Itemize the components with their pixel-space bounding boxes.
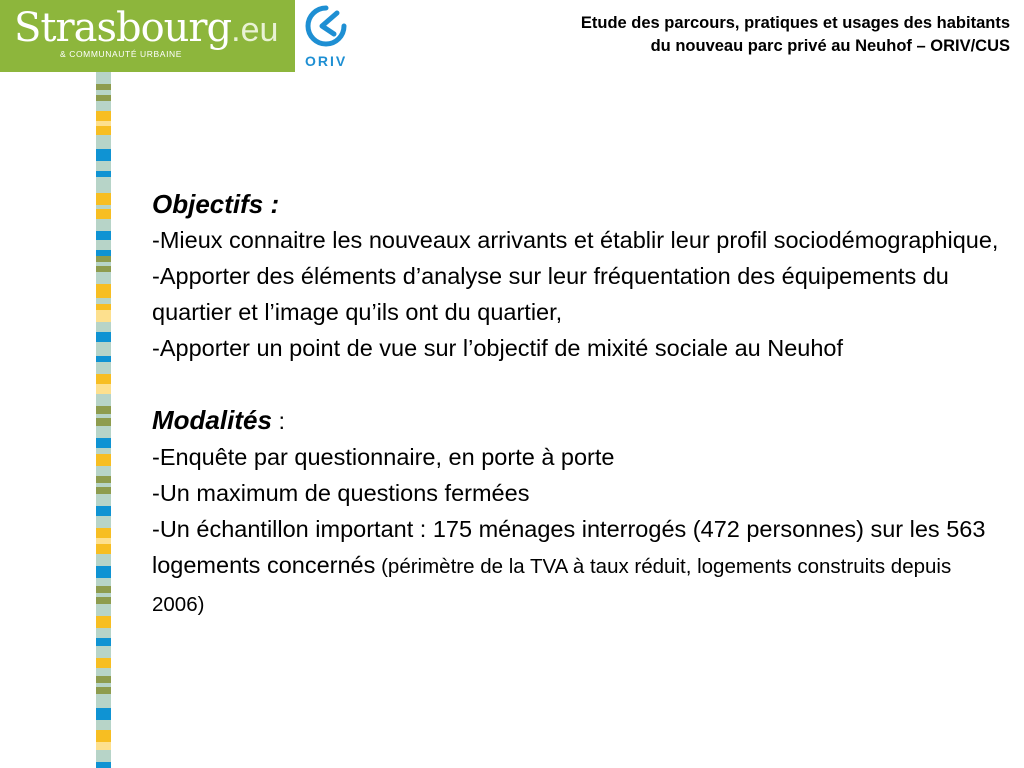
header-line-1: Etude des parcours, pratiques et usages des habitants <box>580 14 1010 32</box>
color-strip-segment <box>96 476 111 483</box>
oriv-arrow-icon <box>304 4 348 48</box>
color-strip-segment <box>96 332 111 342</box>
objectifs-item: -Mieux connaitre les nouveaux arrivants et établir leur profil sociodémographique, <box>152 227 999 253</box>
color-strip-segment <box>96 554 111 566</box>
color-strip-segment <box>96 528 111 538</box>
color-strip-segment <box>96 762 111 768</box>
color-strip-segment <box>96 586 111 593</box>
color-strip-segment <box>96 506 111 516</box>
slide-header <box>390 12 1010 58</box>
color-strip-segment <box>96 240 111 250</box>
modalites-item-note: (périmètre de la TVA à taux réduit, logements construits depuis 2006) <box>152 555 952 616</box>
color-strip-segment <box>96 638 111 646</box>
color-strip-segment <box>96 658 111 668</box>
color-strip-segment <box>96 149 111 161</box>
strasbourg-logo-wordmark <box>14 4 278 54</box>
modalites-item: -Un maximum de questions fermées <box>152 480 530 506</box>
color-strip-segment <box>96 494 111 506</box>
color-strip-segment <box>96 72 111 84</box>
modalites-heading: Modalités <box>152 405 272 435</box>
slide-content <box>152 186 1002 623</box>
color-strip-segment <box>96 676 111 683</box>
modalites-item: -Enquête par questionnaire, en porte à porte <box>152 444 615 470</box>
color-strip-segment <box>96 342 111 356</box>
color-strip-segment <box>96 628 111 638</box>
oriv-logo <box>300 0 360 78</box>
strasbourg-logo <box>0 0 295 72</box>
color-strip-segment <box>96 750 111 762</box>
color-strip-segment <box>96 406 111 414</box>
color-strip-segment <box>96 384 111 394</box>
objectifs-heading: Objectifs : <box>152 189 280 219</box>
color-strip-segment <box>96 231 111 240</box>
color-strip-segment <box>96 209 111 219</box>
color-strip-segment <box>96 487 111 494</box>
color-strip-segment <box>96 426 111 438</box>
color-strip-segment <box>96 284 111 298</box>
color-strip-segment <box>96 111 111 121</box>
color-strip-segment <box>96 694 111 708</box>
objectifs-item: -Apporter un point de vue sur l’objectif de mixité sociale au Neuhof <box>152 335 844 361</box>
color-strip-segment <box>96 362 111 374</box>
color-strip-segment <box>96 177 111 193</box>
modalites-item-last <box>152 511 1002 623</box>
color-strip-segment <box>96 135 111 149</box>
modalites-item-main: -Un échantillon important : 175 ménages interrogés (472 personnes) sur les 563 logements concernés <box>152 516 986 578</box>
color-strip-segment <box>96 394 111 406</box>
color-strip-segment <box>96 730 111 742</box>
modalites-heading-colon: : <box>271 408 285 434</box>
color-strip-segment <box>96 193 111 205</box>
oriv-logo-text: ORIV <box>305 53 348 69</box>
strasbourg-logo-subtitle: & COMMUNAUTÉ URBAINE <box>60 49 183 59</box>
color-strip-segment <box>96 466 111 476</box>
color-strip-segment <box>96 454 111 466</box>
color-strip-segment <box>96 126 111 135</box>
decorative-color-strip <box>96 72 111 768</box>
color-strip-segment <box>96 101 111 111</box>
color-strip-segment <box>96 310 111 322</box>
color-strip-segment <box>96 646 111 658</box>
color-strip-segment <box>96 616 111 628</box>
color-strip-segment <box>96 687 111 694</box>
color-strip-segment <box>96 161 111 171</box>
color-strip-segment <box>96 604 111 616</box>
color-strip-segment <box>96 219 111 231</box>
strasbourg-logo-main: Strasbourg <box>14 5 232 51</box>
objectifs-item: -Apporter des éléments d’analyse sur leur fréquentation des équipements du quartier et l’image qu’ils ont du quartier, <box>152 263 949 325</box>
color-strip-segment <box>96 322 111 332</box>
color-strip-segment <box>96 597 111 604</box>
section-spacer <box>152 366 1002 402</box>
color-strip-segment <box>96 544 111 554</box>
color-strip-segment <box>96 720 111 730</box>
modalites-heading-line <box>152 402 1002 439</box>
color-strip-segment <box>96 418 111 426</box>
color-strip-segment <box>96 566 111 578</box>
color-strip-segment <box>96 578 111 586</box>
color-strip-segment <box>96 438 111 448</box>
color-strip-segment <box>96 272 111 284</box>
header-line-2: du nouveau parc privé au Neuhof – ORIV/CUS <box>650 37 1010 55</box>
strasbourg-logo-tld: .eu <box>231 11 279 49</box>
color-strip-segment <box>96 668 111 676</box>
color-strip-segment <box>96 708 111 720</box>
color-strip-segment <box>96 742 111 750</box>
color-strip-segment <box>96 374 111 384</box>
color-strip-segment <box>96 516 111 528</box>
